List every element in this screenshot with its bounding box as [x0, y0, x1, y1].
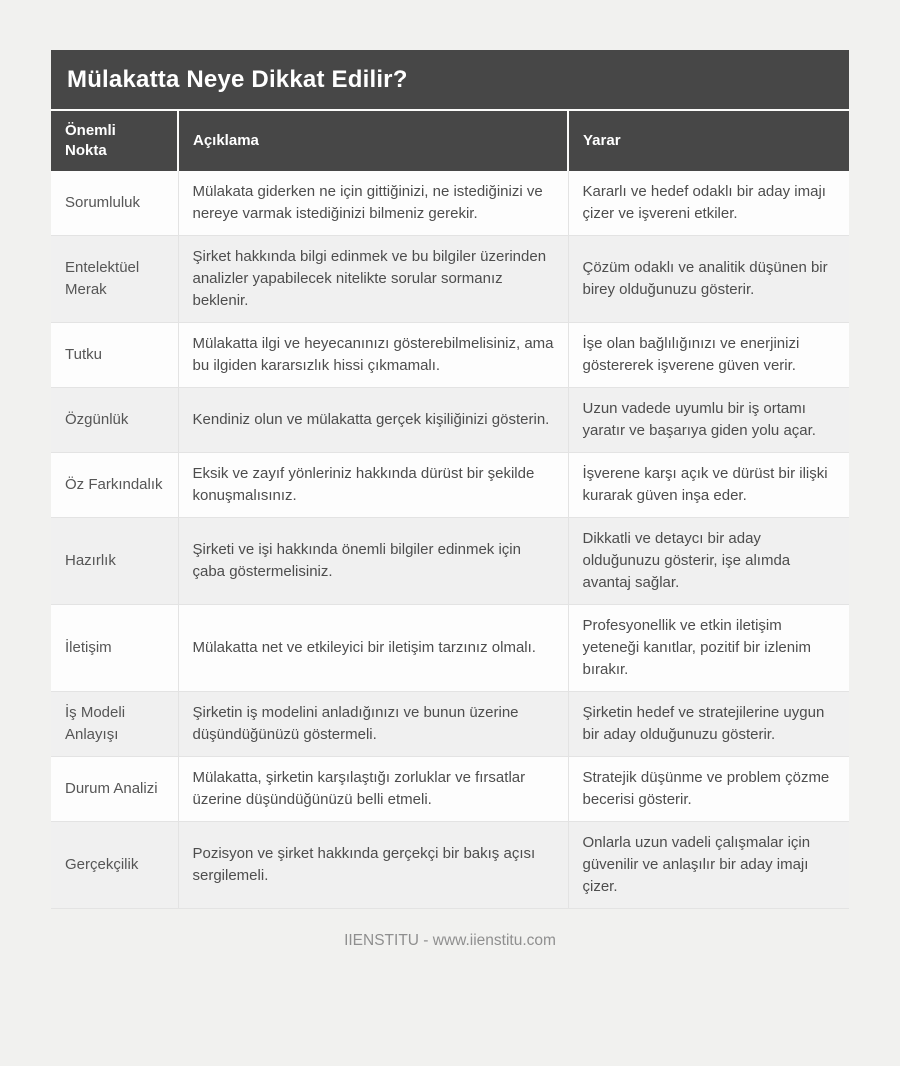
aciklama-cell: Şirketi ve işi hakkında önemli bilgiler edinmek için çaba göstermelisiniz.	[178, 518, 568, 605]
yarar-cell: Kararlı ve hedef odaklı bir aday imajı çizer ve işvereni etkiler.	[568, 171, 849, 236]
nokta-cell: Durum Analizi	[51, 757, 178, 822]
interview-points-table	[51, 111, 849, 909]
nokta-cell: Entelektüel Merak	[51, 236, 178, 323]
table-row	[51, 171, 849, 236]
yarar-cell: Profesyonellik ve etkin iletişim yeteneği kanıtlar, pozitif bir izlenim bırakır.	[568, 605, 849, 692]
nokta-cell: Tutku	[51, 323, 178, 388]
yarar-cell: Uzun vadede uyumlu bir iş ortamı yaratır ve başarıya giden yolu açar.	[568, 388, 849, 453]
nokta-cell: Özgünlük	[51, 388, 178, 453]
column-header-onemli-nokta	[51, 111, 178, 171]
nokta-cell: Gerçekçilik	[51, 822, 178, 909]
aciklama-cell: Mülakatta ilgi ve heyecanınızı gösterebilmelisiniz, ama bu ilgiden kararsızlık hissi çıkmamalı.	[178, 323, 568, 388]
table-row	[51, 323, 849, 388]
nokta-cell: Öz Farkındalık	[51, 453, 178, 518]
aciklama-cell: Mülakata giderken ne için gittiğinizi, ne istediğinizi ve nereye varmak istediğinizi bilmeniz gerekir.	[178, 171, 568, 236]
aciklama-cell: Pozisyon ve şirket hakkında gerçekçi bir bakış açısı sergilemeli.	[178, 822, 568, 909]
yarar-cell: İşverene karşı açık ve dürüst bir ilişki kurarak güven inşa eder.	[568, 453, 849, 518]
header-row	[51, 111, 849, 171]
yarar-cell: Onlarla uzun vadeli çalışmalar için güvenilir ve anlaşılır bir aday imajı çizer.	[568, 822, 849, 909]
table-row	[51, 388, 849, 453]
column-header-aciklama: Açıklama	[178, 111, 568, 171]
aciklama-cell: Şirketin iş modelini anladığınızı ve bunun üzerine düşündüğünüzü göstermeli.	[178, 692, 568, 757]
yarar-cell: Dikkatli ve detaycı bir aday olduğunuzu gösterir, işe alımda avantaj sağlar.	[568, 518, 849, 605]
nokta-cell: Sorumluluk	[51, 171, 178, 236]
aciklama-cell: Mülakatta, şirketin karşılaştığı zorluklar ve fırsatlar üzerine düşündüğünüzü belli etmeli.	[178, 757, 568, 822]
nokta-cell: İletişim	[51, 605, 178, 692]
page-background	[0, 50, 900, 1066]
table-row	[51, 822, 849, 909]
nokta-cell: Hazırlık	[51, 518, 178, 605]
table-row	[51, 757, 849, 822]
yarar-cell: Stratejik düşünme ve problem çözme becerisi gösterir.	[568, 757, 849, 822]
aciklama-cell: Mülakatta net ve etkileyici bir iletişim tarzınız olmalı.	[178, 605, 568, 692]
table-card	[51, 50, 849, 909]
nokta-cell: İş Modeli Anlayışı	[51, 692, 178, 757]
table-row	[51, 453, 849, 518]
aciklama-cell: Şirket hakkında bilgi edinmek ve bu bilgiler üzerinden analizler yapabilecek nitelikte sorular sormanız beklenir.	[178, 236, 568, 323]
aciklama-cell: Eksik ve zayıf yönleriniz hakkında dürüst bir şekilde konuşmalısınız.	[178, 453, 568, 518]
yarar-cell: Çözüm odaklı ve analitik düşünen bir birey olduğunuzu gösterir.	[568, 236, 849, 323]
column-header-yarar: Yarar	[568, 111, 849, 171]
yarar-cell: Şirketin hedef ve stratejilerine uygun bir aday olduğunuzu gösterir.	[568, 692, 849, 757]
footer-text: IIENSTITU - www.iienstitu.com	[344, 932, 556, 949]
table-row	[51, 692, 849, 757]
page-title: Mülakatta Neye Dikkat Edilir?	[51, 50, 849, 111]
table-row	[51, 605, 849, 692]
yarar-cell: İşe olan bağlılığınızı ve enerjinizi göstererek işverene güven verir.	[568, 323, 849, 388]
column-header-label: Önemli Nokta	[65, 122, 116, 159]
table-row	[51, 518, 849, 605]
table-row	[51, 236, 849, 323]
aciklama-cell: Kendiniz olun ve mülakatta gerçek kişiliğinizi gösterin.	[178, 388, 568, 453]
